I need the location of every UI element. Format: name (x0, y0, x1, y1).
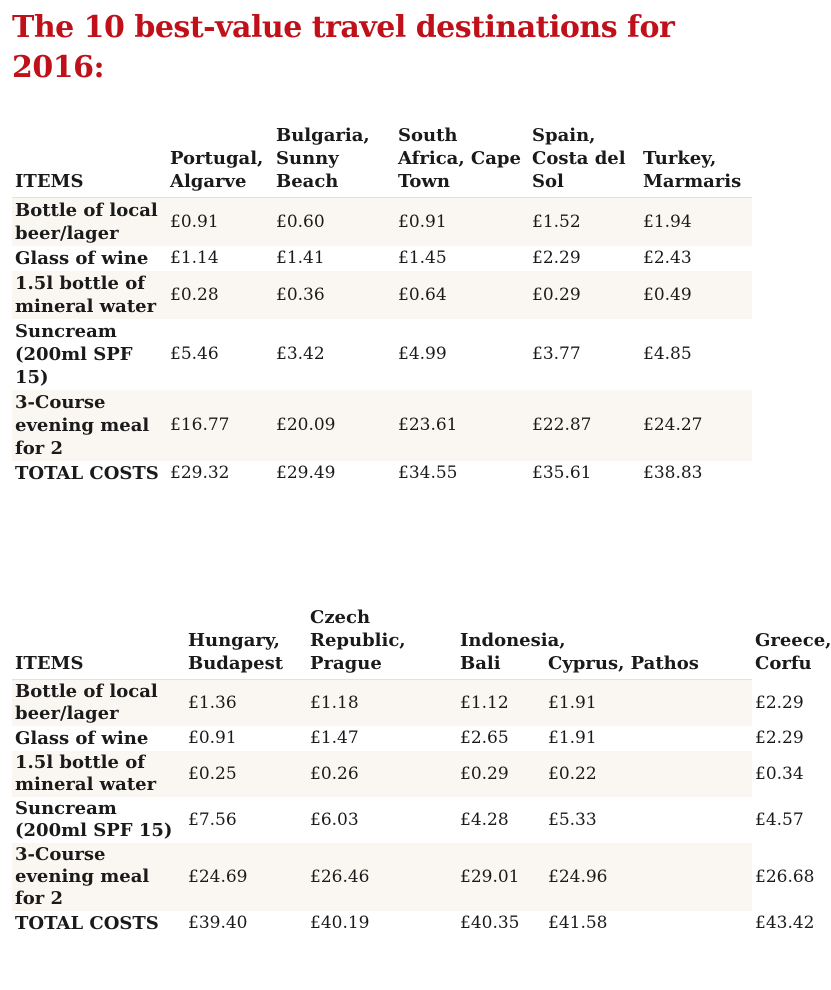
row-label: Suncream (200ml SPF 15) (12, 319, 167, 390)
column-header: Turkey, Marmaris (640, 122, 752, 198)
price-cell: £1.18 (307, 680, 457, 727)
price-cell: £23.61 (395, 390, 529, 461)
price-cell: £0.60 (273, 198, 395, 247)
table-header-row: ITEMS Hungary, Budapest Czech Republic, Prague Indonesia, Bali Cyprus, Pathos Greece, Corfu (12, 604, 752, 680)
price-cell: £16.77 (167, 390, 273, 461)
price-cell: £2.29 (529, 246, 640, 271)
column-header: Cyprus, Pathos (545, 604, 752, 680)
price-cell: £5.33 (545, 797, 752, 843)
price-cell: £20.09 (273, 390, 395, 461)
row-label: 3-Course evening meal for 2 (12, 843, 185, 911)
price-cell: £0.64 (395, 271, 529, 319)
price-cell: £3.42 (273, 319, 395, 390)
table-row (12, 246, 752, 271)
table-row (12, 271, 752, 319)
table-row (12, 198, 752, 247)
price-cell: £26.46 (307, 843, 457, 911)
table-row (12, 319, 752, 390)
price-cell: £38.83 (640, 461, 752, 486)
price-cell: £39.40 (185, 911, 307, 936)
column-header: ITEMS (12, 122, 167, 198)
price-cell: £1.47 (307, 726, 457, 751)
price-cell: £35.61 (529, 461, 640, 486)
table-row: 3-Course evening meal for 2 £24.69 £26.46 £29.01 £24.96 £26.68 (12, 843, 752, 911)
price-cell: £2.43 (640, 246, 752, 271)
price-table-1 (12, 122, 752, 486)
column-header: South Africa, Cape Town (395, 122, 529, 198)
price-cell: £1.52 (529, 198, 640, 247)
table-row-total (12, 461, 752, 486)
column-header: Hungary, Budapest (185, 604, 307, 680)
price-cell: £0.91 (185, 726, 307, 751)
price-cell: £40.35 (457, 911, 545, 936)
price-cell: £7.56 (185, 797, 307, 843)
price-cell: £1.45 (395, 246, 529, 271)
column-header: Spain, Costa del Sol (529, 122, 640, 198)
table-row: Bottle of local beer/lager £1.36 £1.18 £1.12 £1.91 £2.29 (12, 680, 752, 727)
row-label: TOTAL COSTS (12, 461, 167, 486)
price-cell: £22.87 (529, 390, 640, 461)
price-cell: £0.49 (640, 271, 752, 319)
row-label: 1.5l bottle of mineral water (12, 751, 185, 797)
price-cell: £1.14 (167, 246, 273, 271)
price-cell: £4.85 (640, 319, 752, 390)
column-header: Czech Republic, Prague (307, 604, 457, 680)
price-cell: £41.58 (545, 911, 752, 936)
price-cell: £0.29 (457, 751, 545, 797)
table-header-row (12, 122, 752, 198)
column-header: Indonesia, Bali (457, 604, 545, 680)
row-label: TOTAL COSTS (12, 911, 185, 936)
row-label: Bottle of local beer/lager (12, 198, 167, 247)
price-cell: £4.99 (395, 319, 529, 390)
row-label: Suncream (200ml SPF 15) (12, 797, 185, 843)
price-cell: £5.46 (167, 319, 273, 390)
price-cell: £1.91 (545, 680, 752, 727)
table-row: 1.5l bottle of mineral water £0.25 £0.26 £0.29 £0.22 £0.34 (12, 751, 752, 797)
page-title: The 10 best-value travel destinations for 2016: (12, 10, 675, 85)
price-table-2 (12, 604, 831, 936)
price-cell: £1.41 (273, 246, 395, 271)
price-cell: £2.65 (457, 726, 545, 751)
column-header: Portugal, Algarve (167, 122, 273, 198)
table-row-total: TOTAL COSTS £39.40 £40.19 £40.35 £41.58 £43.42 (12, 911, 752, 936)
price-cell: £1.36 (185, 680, 307, 727)
price-cell: £0.22 (545, 751, 752, 797)
price-cell: £0.91 (395, 198, 529, 247)
price-cell: £1.91 (545, 726, 752, 751)
price-cell: £34.55 (395, 461, 529, 486)
table-row: Suncream (200ml SPF 15) £7.56 £6.03 £4.28 £5.33 £4.57 (12, 797, 752, 843)
row-label: 3-Course evening meal for 2 (12, 390, 167, 461)
column-header: ITEMS (12, 604, 185, 680)
price-cell: £0.29 (529, 271, 640, 319)
price-cell: £24.69 (185, 843, 307, 911)
price-cell: £29.49 (273, 461, 395, 486)
row-label: Bottle of local beer/lager (12, 680, 185, 727)
price-cell: £29.01 (457, 843, 545, 911)
row-label: Glass of wine (12, 726, 185, 751)
price-cell: £6.03 (307, 797, 457, 843)
table-row: Glass of wine £0.91 £1.47 £2.65 £1.91 £2.29 (12, 726, 752, 751)
price-cell: £0.91 (167, 198, 273, 247)
price-cell: £24.96 (545, 843, 752, 911)
row-label: 1.5l bottle of mineral water (12, 271, 167, 319)
price-cell: £0.36 (273, 271, 395, 319)
row-label: Glass of wine (12, 246, 167, 271)
column-header: Bulgaria, Sunny Beach (273, 122, 395, 198)
table-row (12, 390, 752, 461)
price-cell: £0.28 (167, 271, 273, 319)
price-cell: £0.25 (185, 751, 307, 797)
price-cell: £40.19 (307, 911, 457, 936)
price-cell: £1.12 (457, 680, 545, 727)
price-cell: £0.26 (307, 751, 457, 797)
price-cell: £1.94 (640, 198, 752, 247)
price-cell: £29.32 (167, 461, 273, 486)
price-cell: £24.27 (640, 390, 752, 461)
price-cell: £4.28 (457, 797, 545, 843)
price-cell: £3.77 (529, 319, 640, 390)
